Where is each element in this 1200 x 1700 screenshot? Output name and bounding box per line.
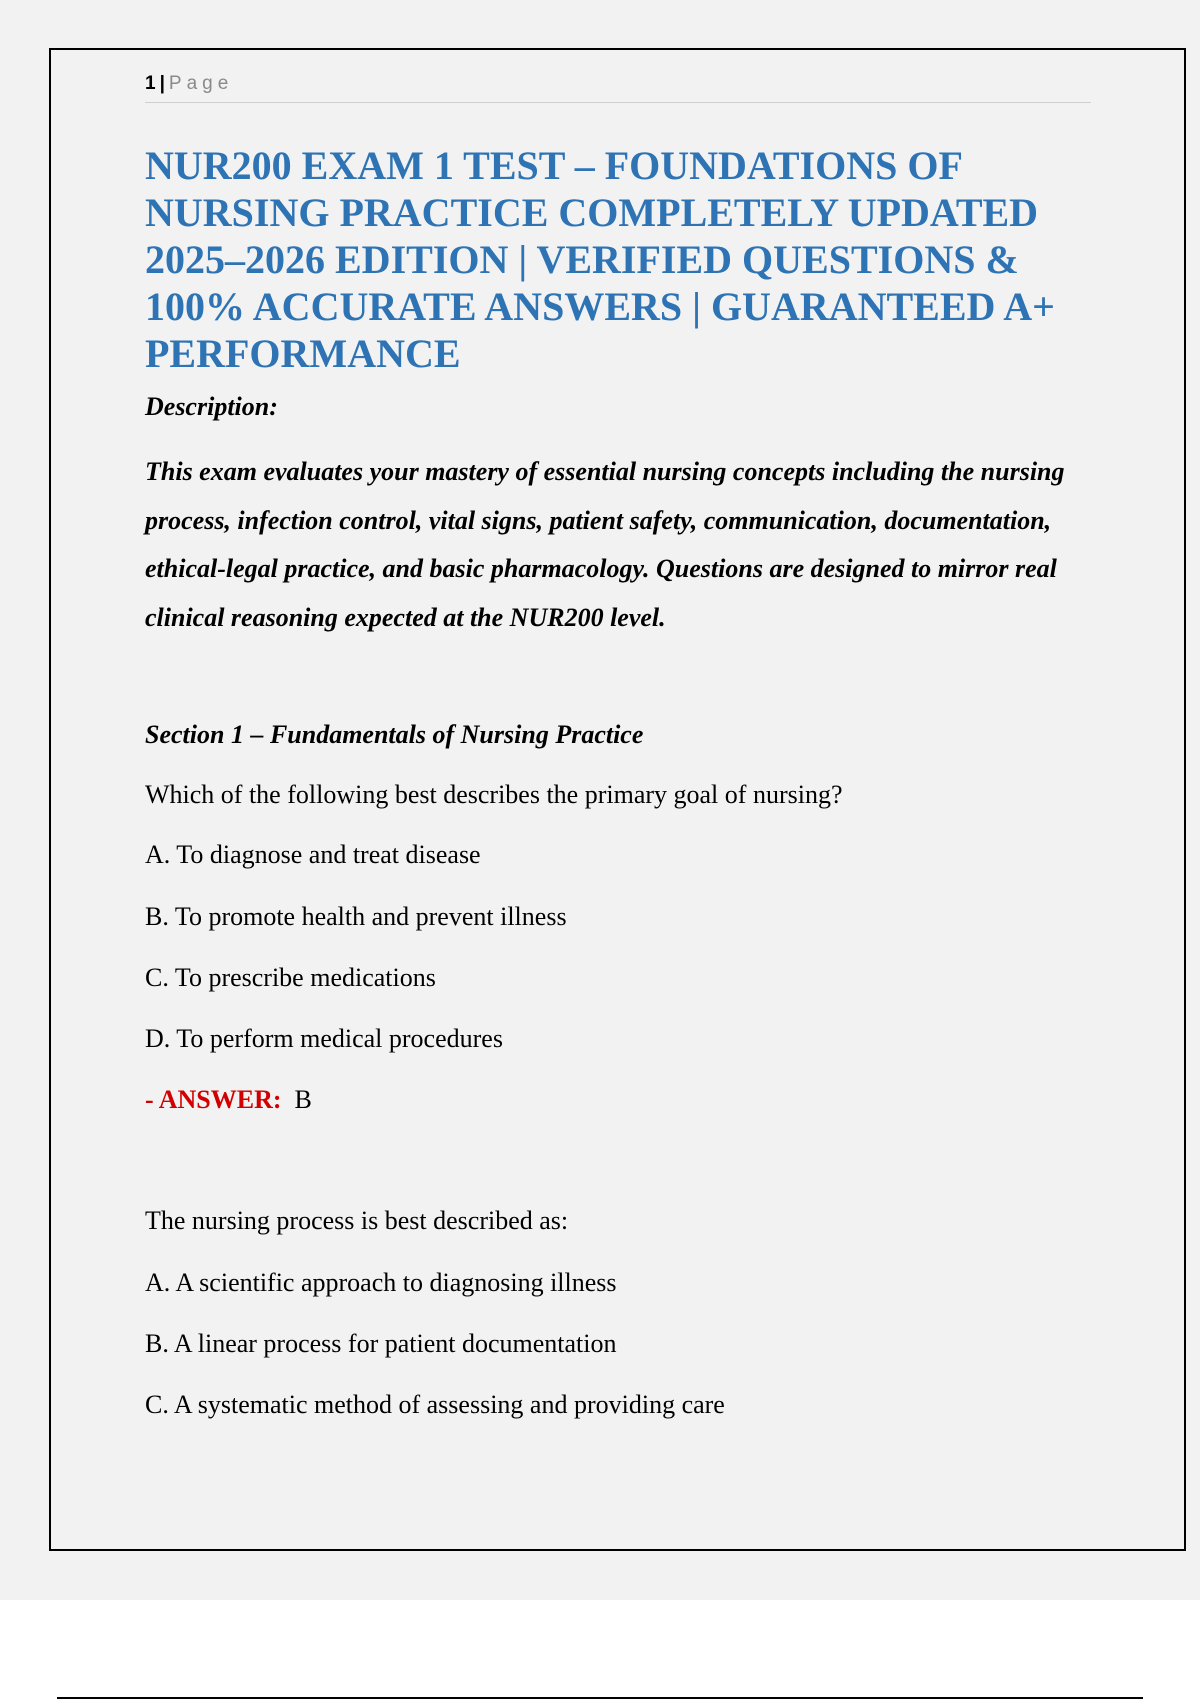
question-2-text: The nursing process is best described as: (145, 1206, 569, 1235)
question-1-text: Which of the following best describes the primary goal of nursing? (145, 780, 843, 809)
question-1-option-b: B. To promote health and prevent illness (145, 902, 567, 931)
question-1-option-a: A. To diagnose and treat disease (145, 840, 481, 869)
question-2-option-a: A. A scientific approach to diagnosing illness (145, 1268, 617, 1297)
section-title: Section 1 – Fundamentals of Nursing Practice (145, 720, 644, 749)
answer-value: B (294, 1085, 312, 1114)
question-2-option-c: C. A systematic method of assessing and providing care (145, 1390, 725, 1419)
question-1-option-c: C. To prescribe medications (145, 963, 436, 992)
page-label: Page (168, 73, 234, 94)
document-title: NUR200 EXAM 1 TEST – FOUNDATIONS OF NURSING PRACTICE COMPLETELY UPDATED 2025–2026 EDITION | VERIFIED QUESTIONS & 100% ACCURATE ANSWERS | GUARANTEED A+ PERFORMANCE (145, 143, 1055, 376)
description-body: This exam evaluates your mastery of essential nursing concepts including the nursing process, infection control, vital signs, patient safety, communication, documentation, ethical-legal practice, and basic pharmacology. Questions are designed to mirror real clinical reasoning expected at the NUR200 level. (145, 457, 1065, 632)
question-1-option-d: D. To perform medical procedures (145, 1024, 503, 1053)
question-1-answer (145, 1084, 312, 1116)
next-page-rule (57, 1697, 1143, 1699)
description-label: Description: (145, 392, 278, 421)
answer-label: - ANSWER: (145, 1085, 282, 1114)
page-header (145, 72, 1091, 103)
question-2-option-b: B. A linear process for patient documentation (145, 1329, 617, 1358)
page-number: 1 (145, 73, 156, 94)
page-number-separator: | (159, 73, 165, 94)
